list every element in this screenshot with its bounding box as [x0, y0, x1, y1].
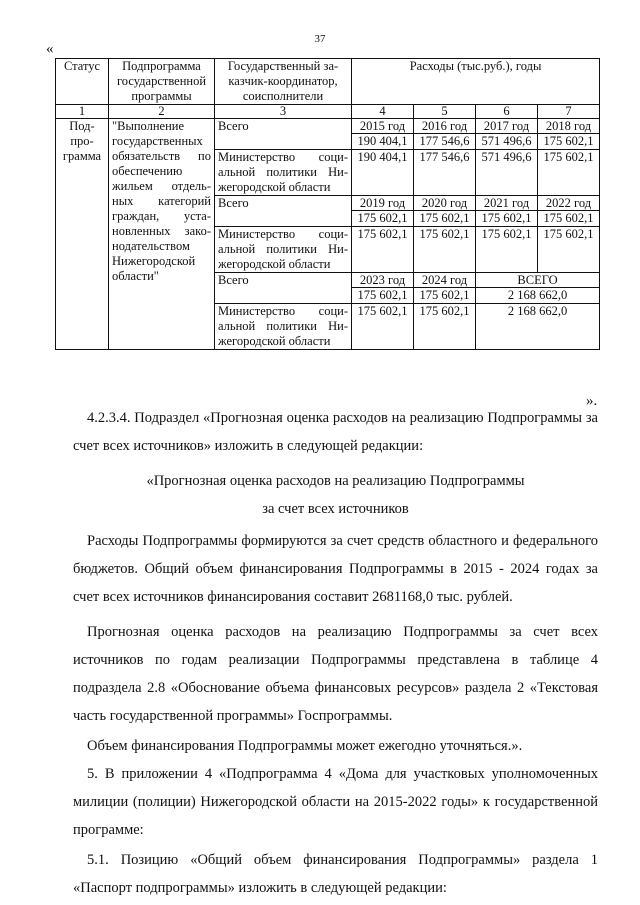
ministry-label: Министерство соци-альной политики Ни-жегородской области	[215, 304, 352, 350]
column-number: 1	[56, 105, 109, 119]
table-header-row	[56, 59, 600, 105]
paragraph: 5.1. Позицию «Общий объем финансирования Подпрограммы» раздела 1 «Паспорт подпрограммы» изложить в следующей редакции:	[73, 852, 598, 896]
amount-cell: 175 602,1	[414, 211, 476, 227]
header-expenses: Расходы (тыс.руб.), годы	[352, 59, 600, 105]
amount-cell: 571 496,6	[476, 134, 538, 150]
amount-cell: 175 602,1	[414, 288, 476, 304]
year-cell: 2023 год	[352, 273, 414, 288]
column-number: 3	[215, 105, 352, 119]
header-subprogram: Подпрограмма государственной программы	[109, 59, 215, 105]
amount-cell: 177 546,6	[414, 150, 476, 196]
amount-cell: 175 602,1	[414, 227, 476, 273]
section-heading: «Прогнозная оценка расходов на реализацию Подпрограммы	[146, 473, 525, 489]
header-coordinator: Государственный за-казчик-координатор, соисполнители	[215, 59, 352, 105]
amount-cell: 175 602,1	[538, 211, 600, 227]
amount-cell: 175 602,1	[476, 227, 538, 273]
amount-cell: 571 496,6	[476, 150, 538, 196]
amount-cell: 175 602,1	[538, 134, 600, 150]
amount-cell: 175 602,1	[538, 227, 600, 273]
year-cell: 2015 год	[352, 119, 414, 134]
status-cell: Под-про-грамма	[56, 119, 109, 350]
amount-cell: 175 602,1	[476, 211, 538, 227]
opening-quote: «	[46, 41, 54, 57]
amount-cell: 175 602,1	[352, 211, 414, 227]
budget-table	[55, 58, 600, 350]
amount-cell: 190 404,1	[352, 150, 414, 196]
page-number: 37	[314, 33, 326, 45]
amount-cell: 175 602,1	[414, 304, 476, 350]
amount-cell: 175 602,1	[352, 288, 414, 304]
year-cell: 2020 год	[414, 196, 476, 211]
table-row	[56, 119, 600, 134]
year-cell: 2019 год	[352, 196, 414, 211]
column-number: 7	[538, 105, 600, 119]
ministry-label: Министерство соци-альной политики Ни-жегородской области	[215, 150, 352, 196]
total-label: Всего	[215, 119, 352, 150]
subprogram-name-cell: "Выполнение государственных обязательств по обеспечению жильем отдель-ных категорий граждан, уста-новленных зако-нодательством Нижегородской области"	[109, 119, 215, 350]
document-body	[73, 404, 598, 902]
total-label: Всего	[215, 273, 352, 304]
year-cell: 2017 год	[476, 119, 538, 134]
column-number: 4	[352, 105, 414, 119]
year-cell: 2024 год	[414, 273, 476, 288]
column-number: 6	[476, 105, 538, 119]
year-cell: 2021 год	[476, 196, 538, 211]
amount-cell: 175 602,1	[352, 304, 414, 350]
paragraph: Прогнозная оценка расходов на реализацию Подпрограммы за счет всех источников по годам реализации Подпрограммы представлена в таблице 4 подраздела 2.8 «Обоснование объема финансовых ресурсов» раздела 2 «Текстовая часть государственной программы» Госпрограммы.	[73, 624, 598, 724]
paragraph: 4.2.3.4. Подраздел «Прогнозная оценка расходов на реализацию Подпрограммы за счет всех источников» изложить в следующей редакции:	[73, 410, 598, 454]
year-cell: 2018 год	[538, 119, 600, 134]
year-cell: 2022 год	[538, 196, 600, 211]
paragraph: Расходы Подпрограммы формируются за счет средств областного и федерального бюджетов. Общий объем финансирования Подпрограммы в 2015 - 2024 годах за счет всех источников финансирования составит 2681168,0 тыс. рублей.	[73, 533, 598, 605]
grand-total-label: ВСЕГО	[476, 273, 600, 288]
grand-total-cell: 2 168 662,0	[476, 304, 600, 350]
header-status: Статус	[56, 59, 109, 105]
paragraph: Объем финансирования Подпрограммы может ежегодно уточняться.».	[87, 738, 523, 754]
amount-cell: 177 546,6	[414, 134, 476, 150]
paragraph: 5. В приложении 4 «Подпрограмма 4 «Дома для участковых уполномоченных милиции (полиции) Нижегородской области на 2015-2022 годы» к государственной программе:	[73, 766, 598, 838]
section-heading: за счет всех источников	[262, 501, 409, 517]
total-label: Всего	[215, 196, 352, 227]
column-number: 2	[109, 105, 215, 119]
amount-cell: 175 602,1	[538, 150, 600, 196]
ministry-label: Министерство соци-альной политики Ни-жегородской области	[215, 227, 352, 273]
closing-quote: ».	[586, 393, 598, 409]
amount-cell: 175 602,1	[352, 227, 414, 273]
grand-total-cell: 2 168 662,0	[476, 288, 600, 304]
amount-cell: 190 404,1	[352, 134, 414, 150]
year-cell: 2016 год	[414, 119, 476, 134]
column-number-row	[56, 105, 600, 119]
column-number: 5	[414, 105, 476, 119]
